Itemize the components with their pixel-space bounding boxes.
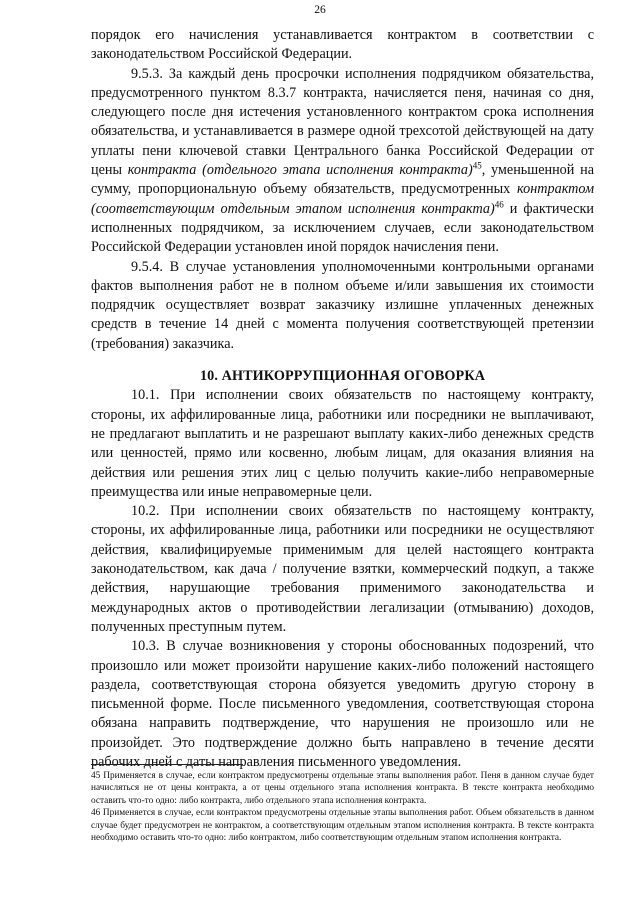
paragraph-9-5-3-italic-2: контрактом (соответствующим отдельным этапом исполнения контракта) bbox=[91, 181, 594, 217]
footnotes bbox=[91, 770, 594, 844]
footnote-45: 45 Применяется в случае, если контрактом предусмотрены отдельные этапы выполнения работ. Пеня в данном случае будет начисляться не от цены контракта, а от цены отдельного этапа исполнения контракта. В тексте контракта необходимо оставить что-то одно: либо контракта, либо отдельного этапа исполнения контракта. bbox=[91, 771, 594, 806]
section-heading: 10. АНТИКОРРУПЦИОННАЯ ОГОВОРКА bbox=[199, 368, 486, 385]
paragraph-9-5-3-italic-1: контракта (отдельного этапа исполнения контракта) bbox=[127, 162, 473, 179]
paragraph-10-3: 10.3. В случае возникновения у стороны обоснованных подозрений, что произошло или может произойти нарушение каких-либо положений настоящего раздела, соответствующая сторона обязуется уведомить другую сторону в письменной форме. После письменного уведомления, соответствующая сторона обязана направить подтверждение, что нарушения не произошло или не произойдет. Это подтверждение должно быть направлено в течение десяти рабочих дней с даты направления письменного уведомления. bbox=[91, 638, 594, 770]
paragraph-9-5-3-text-b: , уменьшенной на сумму, пропорциональную объему обязательств, предусмотренных bbox=[91, 162, 594, 198]
document-body bbox=[91, 26, 594, 772]
paragraph-continuation: порядок его начисления устанавливается контрактом в соответствии с законодательством Российской Федерации. bbox=[91, 27, 594, 63]
paragraph-9-5-4: 9.5.4. В случае установления уполномоченными контрольными органами фактов выполнения работ не в полном объеме и/или завышения их стоимости подрядчик осуществляет возврат заказчику излишне уплаченных денежных средств в течение 14 дней с момента получения соответствующей претензии (требования) заказчика. bbox=[91, 258, 594, 352]
footnote-46: 46 Применяется в случае, если контрактом предусмотрены отдельные этапы выполнения работ. Объем обязательств в данном случае будет предусмотрен не контрактом, а соответствующим отдельным этапом исполнения контракта. В тексте контракта необходимо оставить что-то одно: либо контрактом, либо соответствующим отдельным этапом исполнения контракта. bbox=[91, 808, 594, 844]
paragraph-9-5-3-text-c: и фактически исполненных подрядчиком, за исключением случаев, если законодательством Российской Федерации установлен иной порядок начисления пени. bbox=[91, 200, 594, 256]
paragraph-9-5-3-text-a: 9.5.3. За каждый день просрочки исполнения подрядчиком обязательства, предусмотренного пунктом 8.3.7 контракта, начисляется пеня, начиная со дня, следующего после дня истечения установленного контрактом срока исполнения обязательства, и устанавливается в размере одной трехсотой действующей на дату уплаты пени ключевой ставки Центрального банка Российской Федерации от цены bbox=[91, 65, 594, 179]
footnote-ref-46: 46 bbox=[494, 198, 504, 209]
paragraph-10-2: 10.2. При исполнении своих обязательств по настоящему контракту, стороны, их аффилированные лица, работники или посредники не осуществляют действия, квалифицируемые применимым для целей настоящего контракта законодательством, как дача / получение взятки, коммерческий подкуп, а также действия, нарушающие требования применимого законодательства и международных актов о противодействии легализации (отмыванию) доходов, полученных преступным путем. bbox=[91, 503, 594, 635]
page-number: 26 bbox=[314, 4, 326, 16]
paragraph-9-5-3 bbox=[91, 65, 594, 258]
footnote-separator bbox=[91, 764, 243, 765]
footnote-ref-45: 45 bbox=[472, 160, 482, 171]
paragraph-10-1: 10.1. При исполнении своих обязательств по настоящему контракту, стороны, их аффилированные лица, работники или посредники не выплачивают, не предлагают выплатить и не разрешают выплату каких-либо денежных средств или ценностей, прямо или косвенно, любым лицам, для оказания влияния на действия или решения этих лиц с целью получить какие-либо неправомерные преимущества или иные неправомерные цели. bbox=[91, 387, 594, 500]
